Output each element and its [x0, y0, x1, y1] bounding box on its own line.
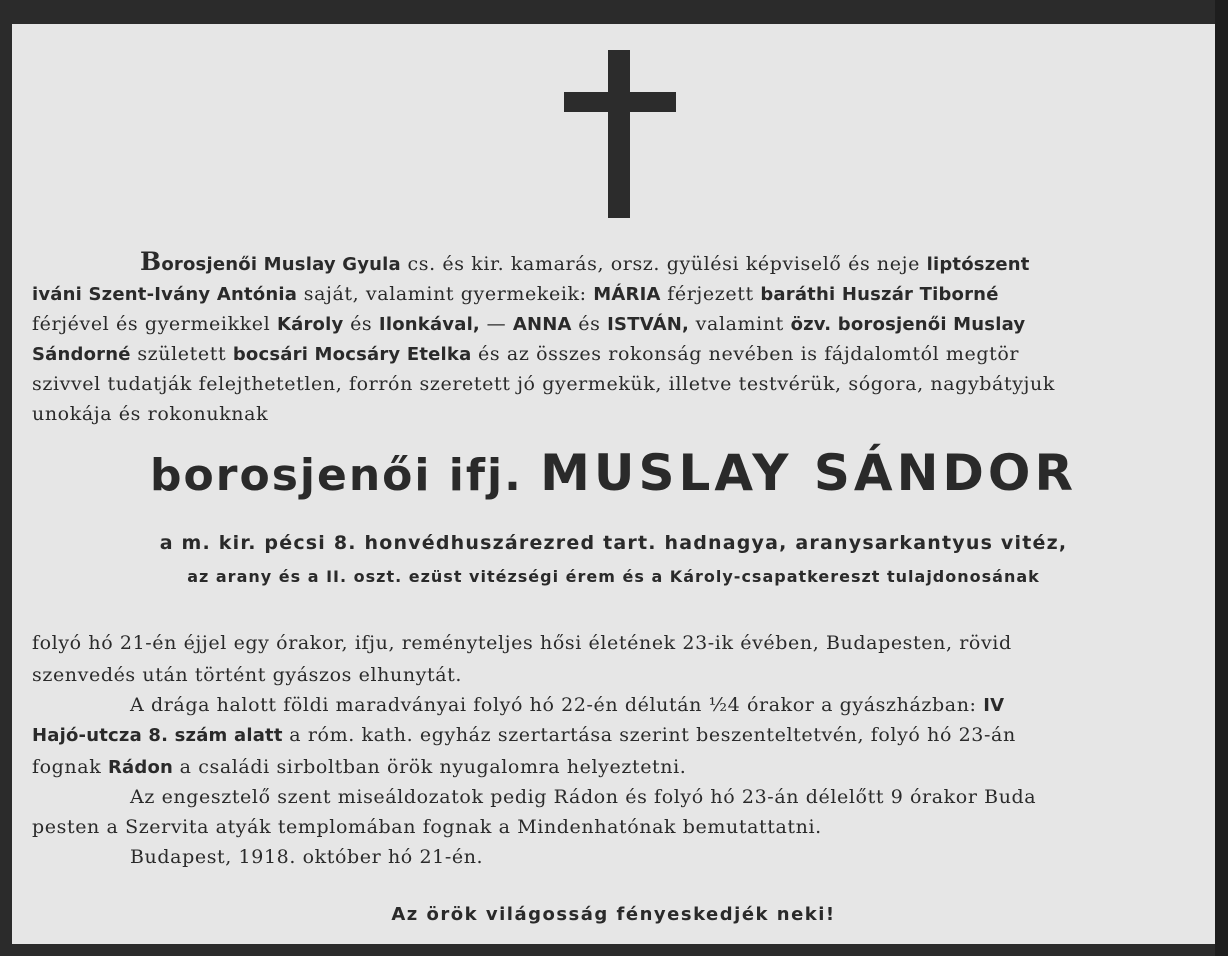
closing-blessing: Az örök világosság fényeskedjék neki! [391, 904, 836, 925]
cross-icon [564, 50, 676, 218]
text-segment: férjével és gyermeikkel [32, 313, 277, 335]
intro-line [140, 247, 1030, 277]
body-line [32, 815, 822, 839]
text-segment: és az összes rokonság nevében is fájdalomtól megtör [471, 343, 1020, 365]
emphasized-text: Rádon [107, 757, 174, 778]
text-segment: szenvedés után történt gyászos elhunytát. [32, 664, 463, 686]
text-segment: Az engesztelő szent miseáldozatok pedig Rádon és folyó hó 23-án délelőtt 9 órakor Buda [130, 786, 1037, 808]
emphasized-text: Ilonkával, [378, 314, 480, 335]
body-line [32, 631, 1012, 655]
deceased-surname: MUSLAY SÁNDOR [540, 444, 1077, 502]
text-segment: — [479, 313, 513, 335]
text-segment: született [130, 343, 233, 365]
emphasized-text: bocsári Mocsáry Etelka [232, 344, 472, 365]
intro-line [32, 282, 999, 307]
text-segment: cs. és kir. kamarás, orsz. gyülési képviselő és neje [400, 253, 927, 275]
emphasized-text: baráthi Huszár Tiborné [760, 284, 999, 305]
intro-line [32, 342, 1019, 367]
text-segment: fognak [32, 756, 108, 778]
scan-border [1215, 0, 1228, 956]
body-line [32, 723, 1016, 748]
intro-line [32, 402, 268, 426]
deceased-name [12, 444, 1215, 502]
text-segment: unokája és rokonuknak [32, 403, 269, 425]
emphasized-text: Borosjenői Muslay Gyula [140, 247, 401, 276]
body-line [32, 755, 686, 780]
intro-line [32, 312, 1025, 337]
text-segment: szivvel tudatják felejthetetlen, forrón szeretett jó gyermekük, illetve testvérük, sógora, nagybátyjuk [32, 373, 1055, 395]
body-line [130, 785, 1036, 809]
text-segment: valamint [689, 313, 791, 335]
deceased-prefix: borosjenői ifj. [150, 450, 523, 501]
body-line [130, 693, 1004, 718]
emphasized-text: MÁRIA [593, 284, 661, 305]
body-line [130, 845, 483, 869]
emphasized-text: özv. borosjenői Muslay [790, 314, 1026, 335]
text-segment: Budapest, 1918. október hó 21-én. [130, 846, 484, 868]
rank-line: a m. kir. pécsi 8. honvédhuszárezred tart. hadnagya, aranysarkantyus vitéz, [159, 532, 1068, 554]
intro-line [32, 372, 1055, 396]
death-notice-sheet [12, 24, 1215, 944]
emphasized-text: liptószent [926, 254, 1030, 275]
text-segment: pesten a Szervita atyák templomában fognak a Mindenhatónak bemutattatni. [32, 816, 822, 838]
text-segment: a családi sirboltban örök nyugalomra helyeztetni. [173, 756, 687, 778]
body-line [32, 663, 462, 687]
text-segment: A drága halott földi maradványai folyó hó 22-én délután ½4 órakor a gyászházban: [130, 694, 984, 716]
text-segment: férjezett [660, 283, 761, 305]
emphasized-text: Károly [276, 314, 344, 335]
emphasized-text: IV [983, 695, 1005, 716]
text-segment: és [343, 313, 379, 335]
text-segment: és [571, 313, 608, 335]
text-segment: folyó hó 21-én éjjel egy órakor, ifju, reményteljes hősi életének 23-ik évében, Budapesten, rövid [32, 632, 1012, 654]
emphasized-text: ANNA [512, 314, 572, 335]
text-segment: a róm. kath. egyház szertartása szerint beszenteltetvén, folyó hó 23-án [282, 724, 1016, 746]
emphasized-text: Sándorné [32, 344, 131, 365]
medal-line: az arany és a II. oszt. ezüst vitézségi érem és a Károly-csapatkereszt tulajdonosának [187, 567, 1040, 586]
emphasized-text: Hajó-utcza 8. szám alatt [32, 725, 283, 746]
emphasized-text: ISTVÁN, [607, 314, 690, 335]
text-segment: saját, valamint gyermekeik: [297, 283, 594, 305]
emphasized-text: iváni Szent-Ivány Antónia [32, 284, 298, 305]
